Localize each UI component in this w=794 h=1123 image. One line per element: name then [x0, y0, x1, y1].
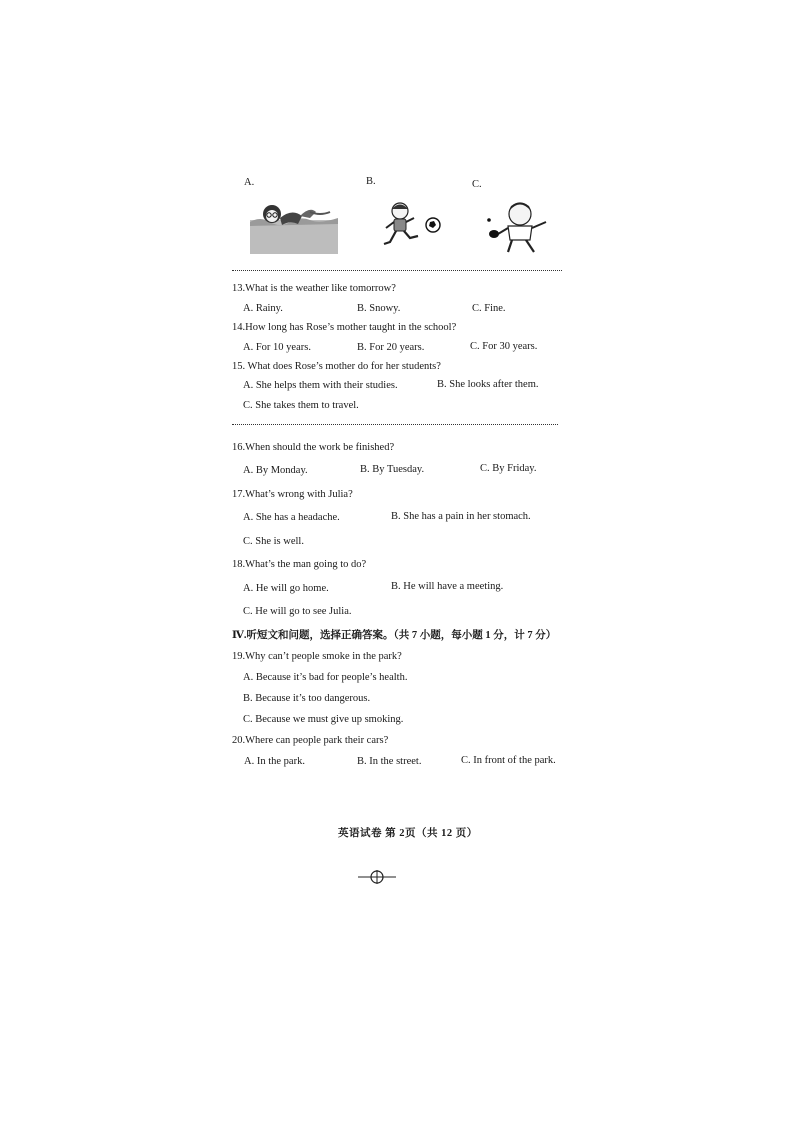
q20-option-b: B. In the street.: [357, 756, 422, 767]
q17-option-a: A. She has a headache.: [243, 512, 340, 523]
section-divider-2: [232, 424, 558, 425]
q18-option-a: A. He will go home.: [243, 583, 329, 594]
picture-label-c: C.: [472, 179, 482, 190]
question-15: 15. What does Rose’s mother do for her students?: [232, 361, 441, 372]
question-16: 16.When should the work be finished?: [232, 442, 395, 453]
q17-option-b: B. She has a pain in her stomach.: [391, 511, 531, 522]
question-14: 14.How long has Rose’s mother taught in the school?: [232, 322, 457, 333]
q18-option-b: B. He will have a meeting.: [391, 581, 504, 592]
soccer-picture: [378, 198, 444, 250]
q16-option-b: B. By Tuesday.: [360, 464, 425, 475]
question-20: 20.Where can people park their cars?: [232, 735, 389, 746]
q16-option-c: C. By Friday.: [480, 463, 537, 474]
swimming-picture: [250, 198, 340, 256]
picture-label-a: A.: [244, 177, 255, 188]
question-13: 13.What is the weather like tomorrow?: [232, 283, 396, 294]
q14-option-a: A. For 10 years.: [243, 342, 311, 353]
q14-option-c: C. For 30 years.: [470, 341, 538, 352]
q19-option-b: B. Because it’s too dangerous.: [243, 693, 371, 704]
section-divider: [232, 270, 562, 271]
q20-option-c: C. In front of the park.: [461, 755, 556, 766]
picture-label-b: B.: [366, 176, 376, 187]
q15-option-c: C. She takes them to travel.: [243, 400, 359, 411]
q19-option-a: A. Because it’s bad for people’s health.: [243, 672, 408, 683]
q20-option-a: A. In the park.: [244, 756, 305, 767]
q13-option-b: B. Snowy.: [357, 303, 401, 314]
question-18: 18.What’s the man going to do?: [232, 559, 367, 570]
q14-option-b: B. For 20 years.: [357, 342, 425, 353]
q15-option-a: A. She helps them with their studies.: [243, 380, 398, 391]
q17-option-c: C. She is well.: [243, 536, 304, 547]
table-tennis-picture: [484, 196, 556, 256]
q18-option-c: C. He will go to see Julia.: [243, 606, 352, 617]
q13-option-c: C. Fine.: [472, 303, 506, 314]
section-iv-heading: Ⅳ.听短文和问题，选择正确答案。（共 7 小题，每小题 1 分，计 7 分）: [232, 630, 557, 641]
q16-option-a: A. By Monday.: [243, 465, 308, 476]
page-footer: 英语试卷 第 2页（共 12 页）: [338, 828, 478, 839]
question-17: 17.What’s wrong with Julia?: [232, 489, 353, 500]
crosshair-mark-icon: [356, 868, 398, 886]
q19-option-c: C. Because we must give up smoking.: [243, 714, 404, 725]
question-19: 19.Why can’t people smoke in the park?: [232, 651, 402, 662]
q13-option-a: A. Rainy.: [243, 303, 283, 314]
q15-option-b: B. She looks after them.: [437, 379, 539, 390]
